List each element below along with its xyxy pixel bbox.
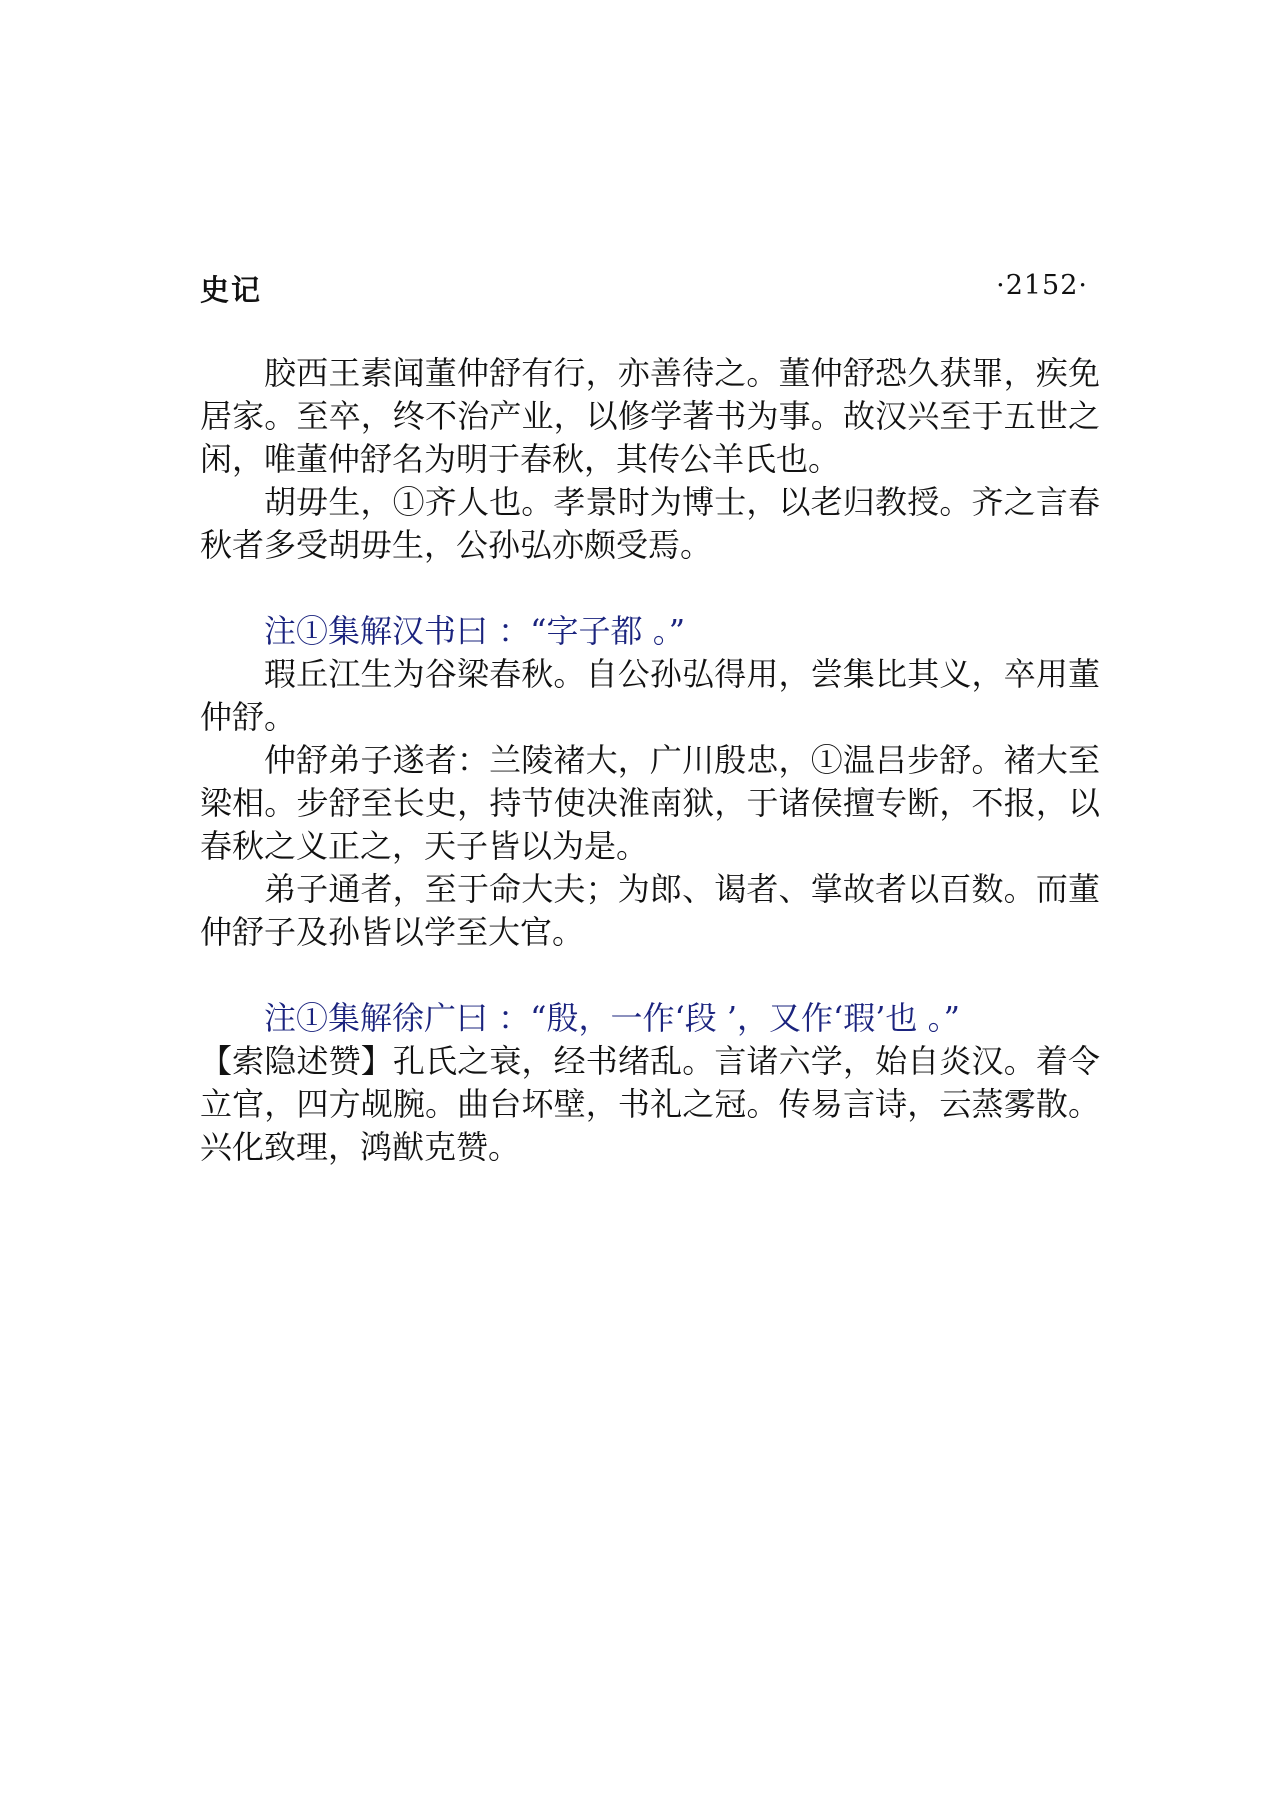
paragraph: 仲舒弟子遂者：兰陵褚大，广川殷忠，①温吕步舒。褚大至梁相。步舒至长史，持节使决淮南狱，于诸侯擅专断，不报，以春秋之义正之，天子皆以为是。: [200, 741, 1100, 865]
book-title: 史记: [200, 273, 263, 307]
paragraph: 瑕丘江生为谷梁春秋。自公孙弘得用，尝集比其义，卒用董仲舒。: [200, 655, 1100, 736]
body-text: [200, 352, 1100, 1169]
page-number: ·2152·: [996, 270, 1088, 301]
suoyin-zan-paragraph: 【索隐述赞】孔氏之衰，经书绪乱。言诸六学，始自炎汉。着令立官，四方觇腕。曲台坏壁，书礼之冠。传易言诗，云蒸雾散。兴化致理，鸿猷克赞。: [200, 1042, 1100, 1166]
running-header: [200, 268, 1088, 308]
spacer: [200, 954, 1100, 997]
paragraph: 弟子通者，至于命大夫；为郎、谒者、掌故者以百数。而董仲舒子及孙皆以学至大官。: [200, 870, 1100, 951]
footnote: 注①集解汉书曰 ：“字子都 。”: [264, 612, 686, 650]
footnote: 注①集解徐广曰 ：“殷，一作‘段 ’，又作‘瑕’也 。”: [264, 999, 960, 1037]
spacer: [200, 567, 1100, 610]
paragraph: 胡毋生，①齐人也。孝景时为博士，以老归教授。齐之言春秋者多受胡毋生，公孙弘亦颇受焉。: [200, 483, 1100, 564]
paragraph: 胶西王素闻董仲舒有行，亦善待之。董仲舒恐久获罪，疾免居家。至卒，终不治产业，以修学著书为事。故汉兴至于五世之闲，唯董仲舒名为明于春秋，其传公羊氏也。: [200, 354, 1100, 478]
